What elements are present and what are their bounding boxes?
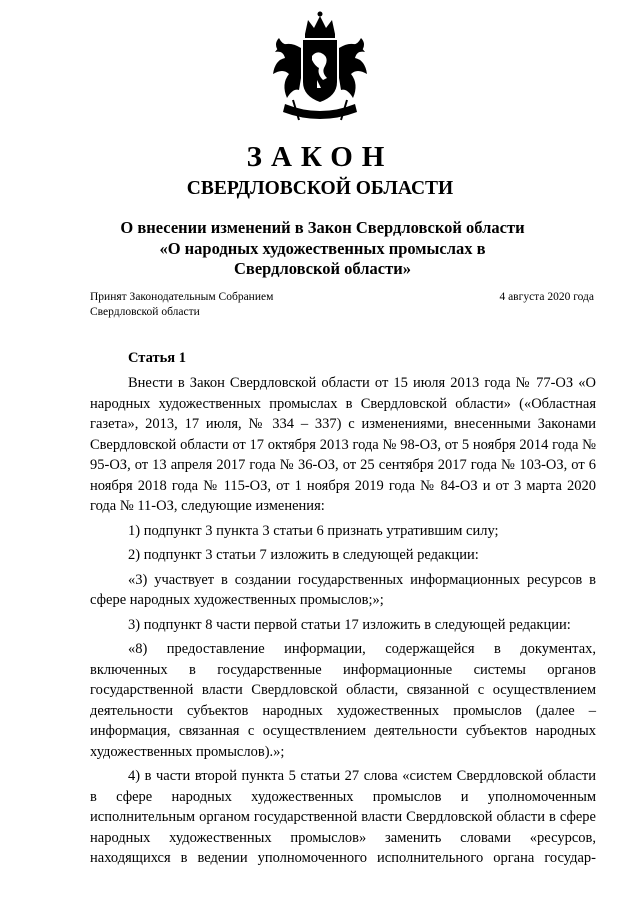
law-heading <box>90 218 555 280</box>
article-title: Статья 1 <box>128 350 186 366</box>
adoption-line: Свердловской области <box>90 306 200 318</box>
paragraph: «8) предоставление информации, содержащейся в документах, включенных в государственные информационные системы органов государственной власти Свердловской области, связанной с осуществлением деятельности субъектов народных художественных промыслов (далее – информация, связанная с осуществлением деятельности субъектов народных художественных промыслов).»; <box>90 641 596 760</box>
paragraph: 4) в части второй пункта 5 статьи 27 слова «систем Свердловской области в сфере народных художественных промыслов и уполномоченным исполнительным органом государственной власти Свердловской области в сфере народных художественных промыслов» заменить словами «ресурсов, находящихся в ведении уполномоченного исполнительного органа государ- <box>90 768 596 866</box>
paragraph: 3) подпункт 8 части первой статьи 17 изложить в следующей редакции: <box>128 616 571 633</box>
paragraph: Внести в Закон Свердловской области от 15 июля 2013 года № 77-ОЗ «О народных художественных промыслах в Свердловской области» («Областная газета», 2013, 17 июля, № 334 – 337) с изменениями, внесенными Законами Свердловской области от 17 октября 2013 года № 98-ОЗ, от 5 ноября 2014 года № 95-ОЗ, от 13 апреля 2017 года № 36-ОЗ, от 25 сентября 2017 года № 103-ОЗ, от 6 ноября 2018 года № 115-ОЗ, от 1 ноября 2019 года № 84-ОЗ и от 3 марта 2020 года № 11-ОЗ, следующие изменения: <box>90 375 596 514</box>
paragraph: 2) подпункт 3 статьи 7 изложить в следующей редакции: <box>128 547 479 563</box>
paragraph: 1) подпункт 3 пункта 3 статьи 6 признать утратившим силу; <box>128 522 499 539</box>
adoption-info <box>90 290 273 320</box>
document-title: ЗАКОН <box>246 141 394 173</box>
document-subtitle: СВЕРДЛОВСКОЙ ОБЛАСТИ <box>186 178 454 199</box>
heading-line: Свердловской области» <box>234 259 411 278</box>
coat-of-arms-icon <box>265 8 375 128</box>
adoption-line: Принят Законодательным Собранием <box>90 291 274 303</box>
article-body <box>90 373 596 873</box>
paragraph: «3) участвует в создании государственных информационных ресурсов в сфере народных художественных промыслов;»; <box>90 571 596 608</box>
adoption-date: 4 августа 2020 года <box>499 291 594 303</box>
heading-line: «О народных художественных промыслах в <box>159 238 486 258</box>
heading-line: О внесении изменений в Закон Свердловской области <box>120 218 525 237</box>
